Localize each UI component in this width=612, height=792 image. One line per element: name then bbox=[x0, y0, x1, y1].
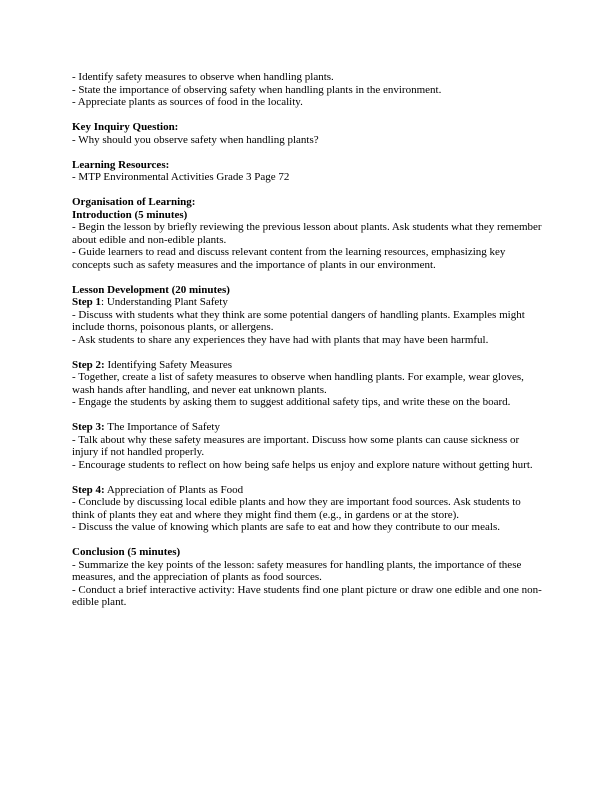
step-heading bbox=[72, 359, 542, 372]
step-title: The Importance of Safety bbox=[104, 421, 220, 433]
step-title: Identifying Safety Measures bbox=[104, 358, 233, 371]
key-inquiry-text: - Why should you observe safety when handling plants? bbox=[72, 133, 319, 146]
step-label: Step 1 bbox=[72, 296, 102, 308]
lesson-development-heading: Lesson Development (20 minutes) bbox=[72, 283, 230, 296]
step-item: - Discuss the value of knowing which plants are safe to eat and how they contribute to our meals. bbox=[72, 521, 500, 533]
learning-resources-heading: Learning Resources: bbox=[72, 158, 170, 171]
learning-resources-text: - MTP Environmental Activities Grade 3 Page 72 bbox=[72, 171, 290, 183]
step-heading bbox=[72, 296, 542, 309]
step-heading bbox=[72, 421, 542, 434]
objective-item: - Appreciate plants as sources of food in the locality. bbox=[72, 96, 303, 108]
introduction-heading: Introduction (5 minutes) bbox=[72, 208, 188, 221]
document-page bbox=[72, 71, 542, 609]
step-label: Step 3: bbox=[72, 421, 105, 433]
step-item: - Encourage students to reflect on how being safe helps us enjoy and explore nature without getting hurt. bbox=[72, 458, 533, 471]
step-item: - Together, create a list of safety measures to observe when handling plants. For example, wear gloves, wash hands after handling, and never eat unknown plants. bbox=[72, 371, 524, 396]
key-inquiry-heading: Key Inquiry Question: bbox=[72, 121, 179, 133]
step-title: Appreciation of Plants as Food bbox=[104, 483, 244, 496]
step-item: - Ask students to share any experiences they have had with plants that may have been harmful. bbox=[72, 333, 489, 346]
objective-item: - State the importance of observing safety when handling plants in the environment. bbox=[72, 83, 442, 96]
objective-item: - Identify safety measures to observe when handling plants. bbox=[72, 71, 334, 83]
step-label: Step 4: bbox=[72, 483, 105, 496]
introduction-item: - Guide learners to read and discuss relevant content from the learning resources, emphasizing key concepts such as safety measures and the importance of plants in our environment. bbox=[72, 246, 506, 271]
step-item: - Engage the students by asking them to suggest additional safety tips, and write these on the board. bbox=[72, 396, 511, 408]
step-title: : Understanding Plant Safety bbox=[101, 296, 228, 308]
conclusion-item: - Conduct a brief interactive activity: Have students find one plant picture or draw one edible and one non-edible plant. bbox=[72, 583, 542, 608]
conclusion-heading: Conclusion (5 minutes) bbox=[72, 546, 181, 558]
step-item: - Conclude by discussing local edible plants and how they are important food sources. Ask students to think of plants they eat and where they might find them (e.g., in gardens or at the store). bbox=[72, 496, 521, 521]
step-item: - Talk about why these safety measures are important. Discuss how some plants can cause sickness or injury if not handled properly. bbox=[72, 433, 520, 458]
step-item: - Discuss with students what they think are some potential dangers of handling plants. Examples might include thorns, poisonous plants, or allergens. bbox=[72, 308, 525, 333]
step-heading bbox=[72, 484, 542, 497]
step-label: Step 2: bbox=[72, 358, 105, 371]
conclusion-item: - Summarize the key points of the lesson: safety measures for handling plants, the importance of these measures, and the appreciation of plants as food sources. bbox=[72, 558, 522, 583]
organisation-heading: Organisation of Learning: bbox=[72, 196, 196, 208]
introduction-item: - Begin the lesson by briefly reviewing the previous lesson about plants. Ask students what they remember about edible and non-edible plants. bbox=[72, 221, 542, 246]
